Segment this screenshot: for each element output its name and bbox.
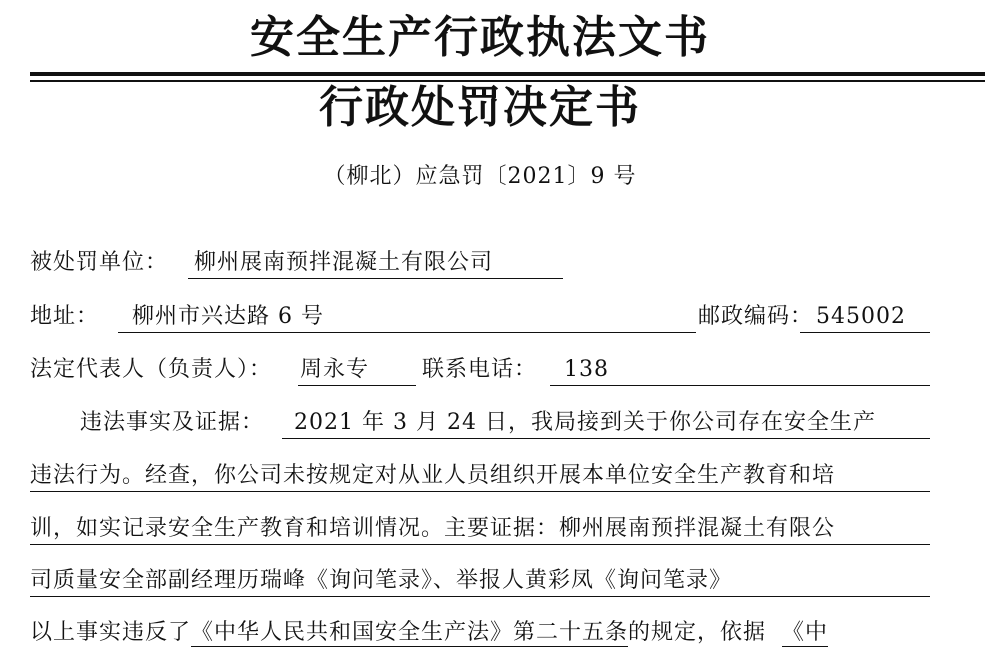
facts-field-3 [30,514,930,545]
address-value: 柳州市兴达路 6 号 [132,304,324,329]
document-number: （柳北）应急罚〔2021〕9 号 [323,164,637,189]
representative-label: 法定代表人（负责人）： [30,357,273,382]
facts-row-1 [30,408,970,440]
entity-value: 柳州展南预拌混凝土有限公司 [194,250,494,275]
facts-row-2 [30,461,970,493]
facts-line-3: 训，如实记录安全生产教育和培训情况。主要证据：柳州展南预拌混凝土有限公 [30,516,836,541]
facts-field-4 [30,566,930,597]
phone-value: 138 [564,357,609,382]
address-label: 地址： [30,304,100,329]
phone-label: 联系电话： [422,357,538,382]
representative-value: 周永专 [300,357,370,382]
entity-label: 被处罚单位： [30,250,169,275]
postcode-field [800,302,930,333]
violation-line [30,618,970,648]
facts-line-4: 司质量安全部副经理历瑞峰《询问笔录》、举报人黄彩凤《询问笔录》 [30,568,733,593]
entity-field [188,248,563,279]
violated-law: 《中华人民共和国安全生产法》第二十五条 [191,620,629,645]
penalty-law-start: 《中 [782,620,829,645]
phone-field [550,355,930,386]
facts-row-4 [30,566,970,598]
facts-line-2: 违法行为。经查，你公司未按规定对从业人员组织开展本单位安全生产教育和培 [30,463,836,488]
address-row [30,302,970,334]
representative-row [30,355,970,387]
facts-field-2 [30,461,930,492]
facts-field-1 [282,408,930,439]
document-category-title: 安全生产行政执法文书 [250,12,710,63]
facts-row-3 [30,514,970,546]
postcode-value: 545002 [816,304,906,329]
representative-field [298,355,416,386]
postcode-label: 邮政编码： [698,304,814,329]
violation-prefix: 以上事实违反了 [30,620,192,645]
address-field [118,302,696,333]
violation-middle: 的规定，依据 [628,620,767,645]
facts-label: 违法事实及证据： [80,410,265,435]
header-rule-thick [30,72,985,76]
facts-line-1: 2021 年 3 月 24 日，我局接到关于你公司存在安全生产 [294,410,876,435]
entity-row [30,248,970,280]
document-title: 行政处罚决定书 [319,82,641,133]
